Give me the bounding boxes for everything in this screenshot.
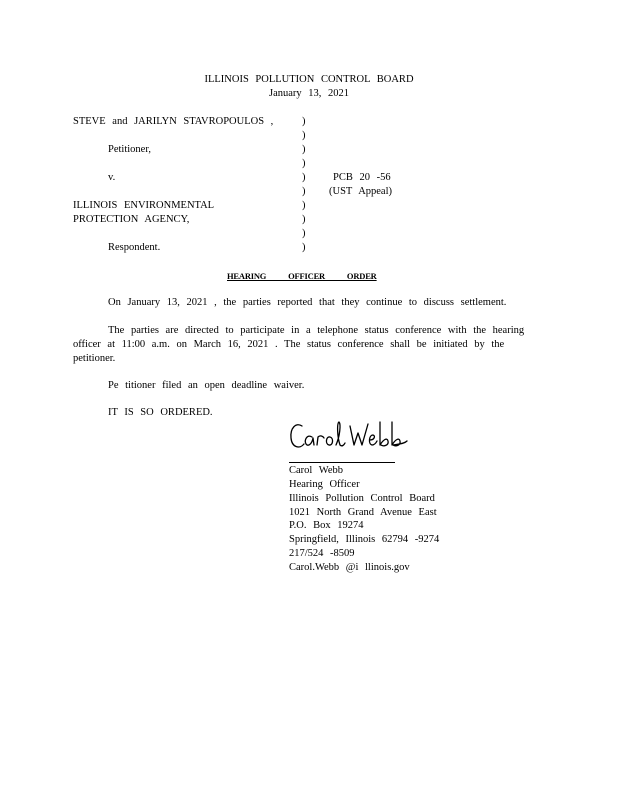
caption-paren: ) xyxy=(302,242,306,253)
paragraph-1: On January 13, 2021 , the parties reported that they continue to discuss settlement. xyxy=(108,297,507,308)
signer-email: Carol.Webb @i llinois.gov xyxy=(289,562,410,573)
caption-paren: ) xyxy=(302,200,306,211)
handwritten-signature xyxy=(288,418,414,454)
caption-paren: ) xyxy=(302,186,306,197)
caption-paren: ) xyxy=(302,228,306,239)
signer-city: Springfield, Illinois 62794 -9274 xyxy=(289,534,440,545)
caption-paren: ) xyxy=(302,130,306,141)
caption-paren: ) xyxy=(302,214,306,225)
case-type: (UST Appeal) xyxy=(329,186,393,197)
signature-line xyxy=(289,462,395,463)
signer-organization: Illinois Pollution Control Board xyxy=(289,493,435,504)
paragraph-4: IT IS SO ORDERED. xyxy=(108,407,213,418)
petitioner-role: Petitioner, xyxy=(108,144,152,155)
paragraph-2-line-2: officer at 11:00 a.m. on March 16, 2021 . The status conference shall be initiated by the xyxy=(73,339,505,350)
petitioner-name: STEVE and JARILYN STAVROPOULOS , xyxy=(73,116,274,127)
versus-label: v. xyxy=(108,172,116,183)
caption-paren: ) xyxy=(302,172,306,183)
case-number: PCB 20 -56 xyxy=(333,172,391,183)
signer-address: 1021 North Grand Avenue East xyxy=(289,507,437,518)
caption-paren: ) xyxy=(302,144,306,155)
caption-paren: ) xyxy=(302,158,306,169)
respondent-name-line1: ILLINOIS ENVIRONMENTAL xyxy=(73,200,215,211)
signer-title: Hearing Officer xyxy=(289,479,360,490)
board-title: ILLINOIS POLLUTION CONTROL BOARD xyxy=(204,74,414,85)
signer-po-box: P.O. Box 19274 xyxy=(289,520,364,531)
paragraph-3: Pe titioner filed an open deadline waiver. xyxy=(108,380,305,391)
order-heading: HEARING OFFICER ORDER xyxy=(227,271,377,281)
paragraph-2-line-1: The parties are directed to participate in a telephone status conference with the hearing xyxy=(108,325,525,336)
signer-name: Carol Webb xyxy=(289,465,343,476)
caption-paren: ) xyxy=(302,116,306,127)
respondent-name-line2: PROTECTION AGENCY, xyxy=(73,214,190,225)
respondent-role: Respondent. xyxy=(108,242,161,253)
paragraph-2-line-3: petitioner. xyxy=(73,353,116,364)
order-date: January 13, 2021 xyxy=(268,88,350,99)
signer-phone: 217/524 -8509 xyxy=(289,548,355,559)
